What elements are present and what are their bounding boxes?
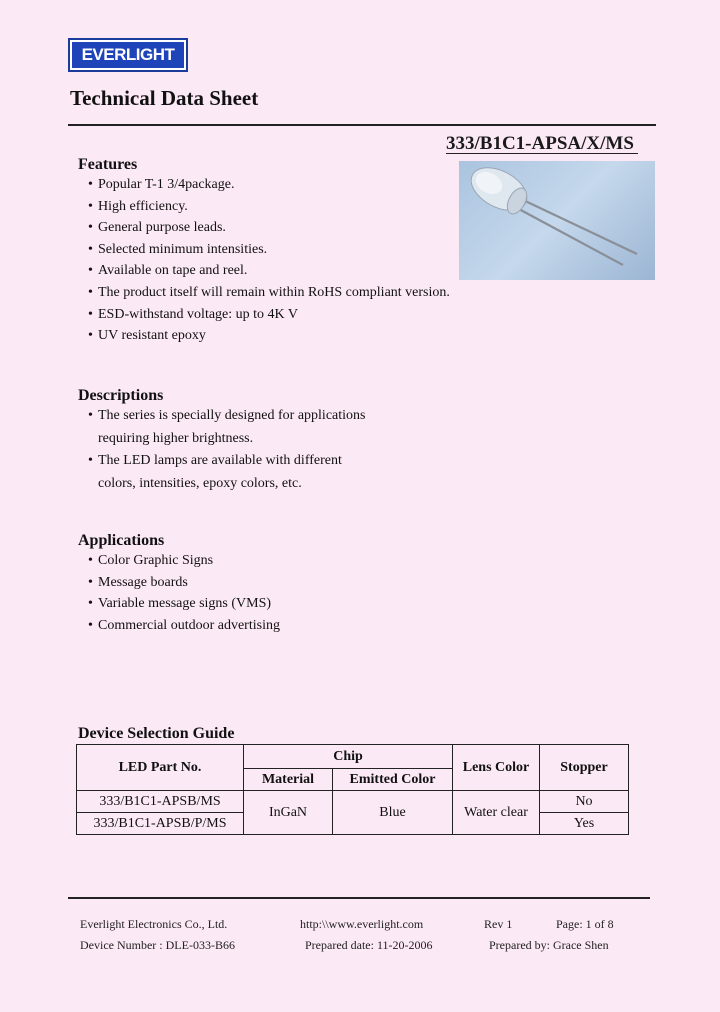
header-chip: Chip	[244, 745, 453, 769]
list-item-continuation: colors, intensities, epoxy colors, etc.	[98, 476, 302, 491]
cell-part: 333/B1C1-APSB/MS	[77, 791, 244, 813]
cell-lens: Water clear	[453, 791, 540, 835]
list-item: • The LED lamps are available with different	[88, 453, 342, 468]
footer-prepared-date: Prepared date: 11-20-2006	[305, 938, 433, 952]
footer-page: Page: 1 of 8	[556, 917, 614, 931]
descriptions-section	[78, 387, 365, 495]
part-number-underline	[446, 153, 638, 154]
cell-emitted: Blue	[333, 791, 453, 835]
everlight-logo	[68, 38, 188, 72]
list-item-continuation: requiring higher brightness.	[98, 431, 254, 446]
header-part: LED Part No.	[77, 745, 244, 791]
list-item: • Selected minimum intensities.	[88, 241, 268, 257]
list-item: • Message boards	[88, 574, 188, 590]
list-item: • The product itself will remain within RoHS compliant version.	[88, 284, 450, 300]
led-lamp-icon	[459, 161, 655, 280]
footer-device-number: Device Number : DLE-033-B66	[80, 938, 235, 952]
applications-title: Applications	[78, 532, 165, 549]
features-list	[78, 174, 450, 347]
applications-list	[78, 550, 280, 636]
device-selection-table	[76, 744, 629, 835]
footer-prepared-by: Prepared by: Grace Shen	[489, 938, 609, 952]
descriptions-title: Descriptions	[78, 387, 164, 404]
header-material: Material	[244, 769, 333, 791]
cell-part: 333/B1C1-APSB/P/MS	[77, 813, 244, 835]
header-emitted: Emitted Color	[333, 769, 453, 791]
list-item: • ESD-withstand voltage: up to 4K V	[88, 306, 299, 322]
header-lens: Lens Color	[453, 745, 540, 791]
list-item: • High efficiency.	[88, 198, 188, 214]
logo-text: EVERLIGHT	[72, 42, 184, 68]
footer-divider	[68, 897, 650, 899]
part-number: 333/B1C1-APSA/X/MS	[446, 133, 634, 154]
cell-stopper: Yes	[540, 813, 629, 835]
footer-rev: Rev 1	[484, 917, 513, 931]
cell-material: InGaN	[244, 791, 333, 835]
descriptions-list	[78, 405, 365, 495]
list-item: • Available on tape and reel.	[88, 263, 248, 279]
list-item: • Color Graphic Signs	[88, 553, 214, 568]
footer-url[interactable]: http:\\www.everlight.com	[300, 917, 424, 931]
cell-stopper: No	[540, 791, 629, 813]
list-item: • Popular T-1 3/4package.	[88, 177, 235, 192]
list-item: • The series is specially designed for applications	[88, 408, 366, 423]
features-title: Features	[78, 156, 138, 173]
list-item: • Commercial outdoor advertising	[88, 617, 280, 633]
table-row	[77, 791, 629, 813]
applications-section	[78, 532, 280, 636]
footer-company: Everlight Electronics Co., Ltd.	[80, 917, 228, 931]
led-product-photo	[459, 161, 655, 280]
list-item: • General purpose leads.	[88, 220, 226, 236]
features-section	[78, 156, 450, 347]
header-divider	[68, 124, 656, 126]
document-title: Technical Data Sheet	[70, 86, 259, 110]
list-item: • UV resistant epoxy	[88, 328, 206, 344]
list-item: • Variable message signs (VMS)	[88, 596, 272, 612]
header-stopper: Stopper	[540, 745, 629, 791]
guide-title: Device Selection Guide	[78, 725, 235, 742]
